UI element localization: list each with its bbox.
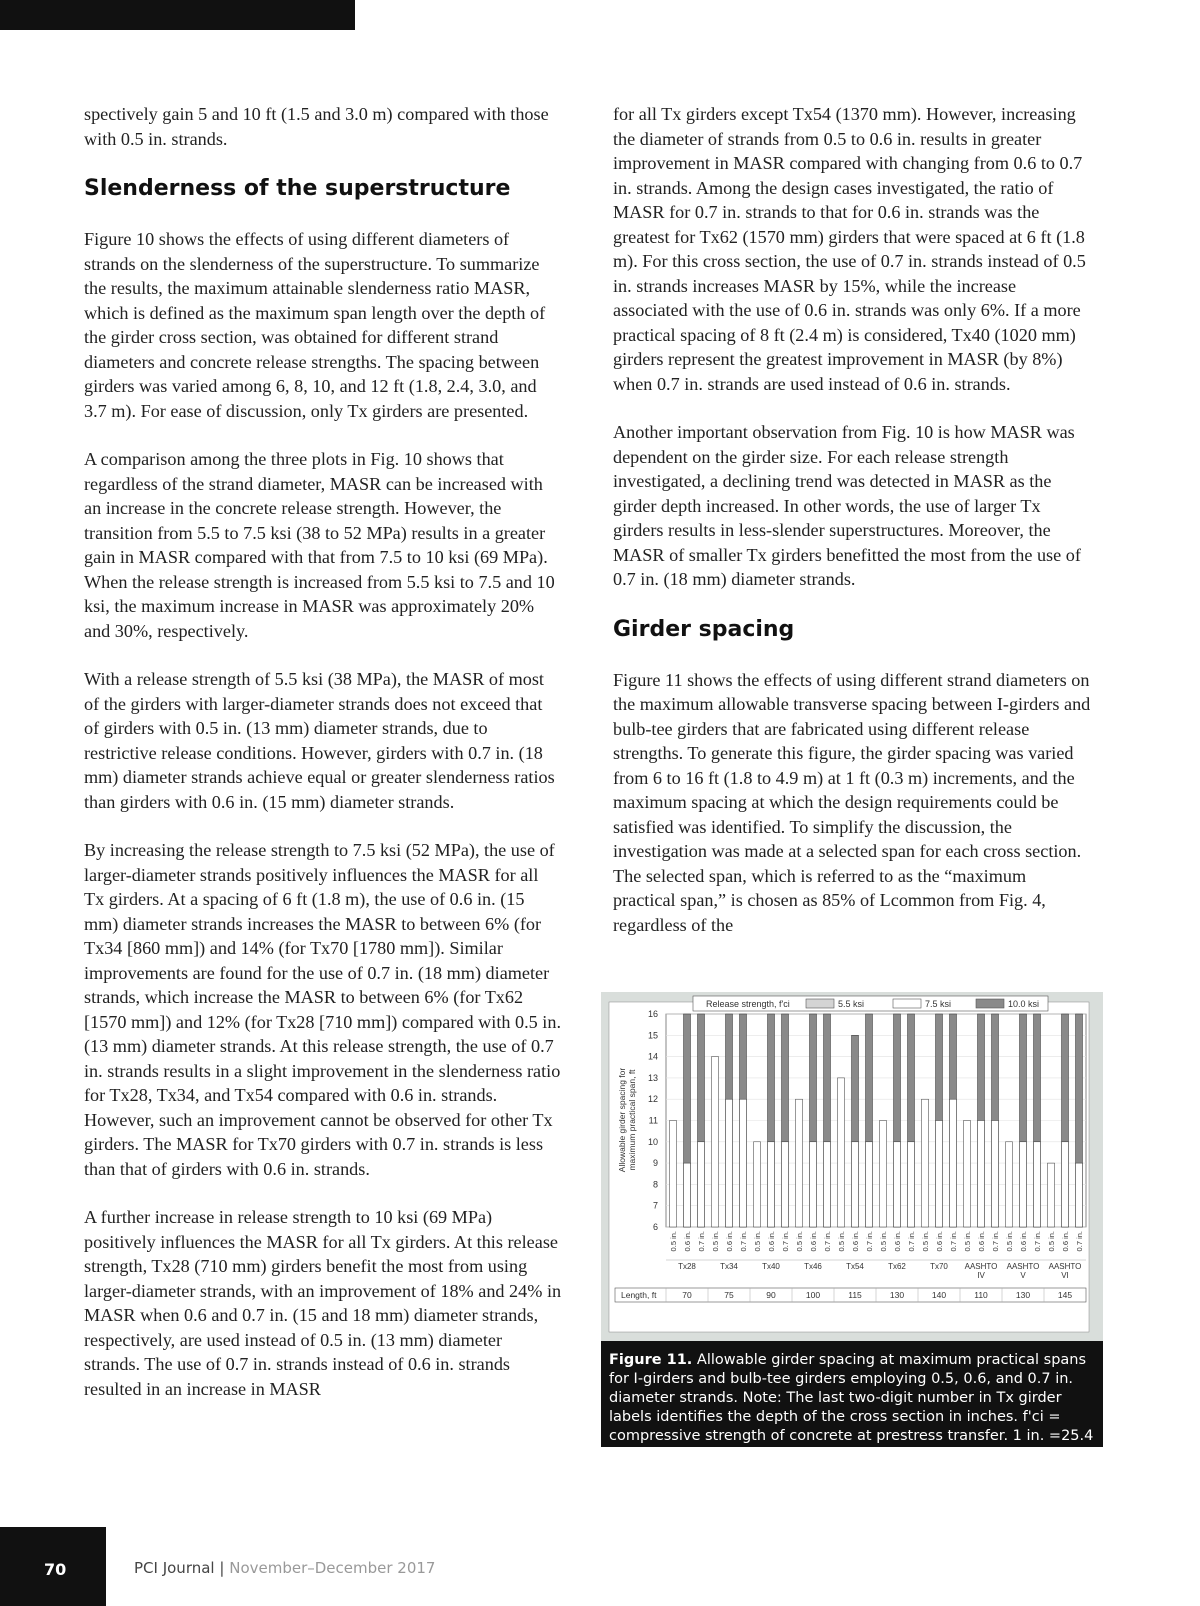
girder-label: Tx28 bbox=[678, 1262, 696, 1271]
strand-label: 0.6 in. bbox=[893, 1231, 902, 1252]
strand-label: 0.7 in. bbox=[739, 1231, 748, 1252]
y-axis-label: Allowable girder spacing formaximum practical span, ft bbox=[617, 1067, 637, 1173]
strand-label: 0.7 in. bbox=[907, 1231, 916, 1252]
length-value: 100 bbox=[805, 1290, 821, 1300]
strand-label: 0.6 in. bbox=[1019, 1231, 1028, 1252]
legend-label: 7.5 ksi bbox=[925, 999, 952, 1009]
girder-label: Tx46 bbox=[804, 1262, 822, 1271]
strand-label: 0.5 in. bbox=[879, 1231, 888, 1252]
bar-7-5ksi bbox=[754, 1142, 761, 1227]
legend-label: 5.5 ksi bbox=[838, 999, 865, 1009]
length-value: 130 bbox=[1015, 1290, 1031, 1300]
strand-label: 0.6 in. bbox=[851, 1231, 860, 1252]
bar-7-5ksi bbox=[1020, 1142, 1027, 1227]
length-value: 90 bbox=[766, 1290, 776, 1300]
strand-label: 0.7 in. bbox=[949, 1231, 958, 1252]
legend-title: Release strength, f'ci bbox=[706, 999, 790, 1009]
strand-label: 0.5 in. bbox=[711, 1231, 720, 1252]
bar-7-5ksi bbox=[782, 1142, 789, 1227]
body-paragraph: Another important observation from Fig. 10 is how MASR was dependent on the girder size. For each release strength investigated, a declining trend was detected in MASR as the girder depth increased. In other words, the use of larger Tx girders results in less-slender superstructures. Moreover, the MASR of smaller Tx girders benefitted the most from the use of 0.7 in. (18 mm) diameter strands. bbox=[613, 422, 1081, 589]
girder-label: Tx34 bbox=[720, 1262, 738, 1271]
journal-name: PCI Journal bbox=[134, 1559, 215, 1577]
y-tick-label: 9 bbox=[652, 1158, 658, 1169]
bar-7-5ksi bbox=[880, 1121, 887, 1228]
length-value: 140 bbox=[931, 1290, 947, 1300]
right-column bbox=[613, 102, 1091, 961]
strand-label: 0.6 in. bbox=[725, 1231, 734, 1252]
girder-label: AASHTO IV bbox=[964, 1262, 998, 1280]
y-tick-label: 14 bbox=[647, 1051, 658, 1062]
strand-label: 0.5 in. bbox=[795, 1231, 804, 1252]
bar-7-5ksi bbox=[698, 1142, 705, 1227]
figure-11-panel bbox=[601, 992, 1103, 1341]
bar-7-5ksi bbox=[824, 1142, 831, 1227]
bar-7-5ksi bbox=[1034, 1142, 1041, 1227]
bar-7-5ksi bbox=[992, 1121, 999, 1228]
legend-swatch bbox=[893, 999, 921, 1008]
y-tick-label: 12 bbox=[647, 1094, 658, 1105]
strand-label: 0.7 in. bbox=[991, 1231, 1000, 1252]
bar-7-5ksi bbox=[908, 1142, 915, 1227]
strand-label: 0.6 in. bbox=[767, 1231, 776, 1252]
legend-swatch bbox=[806, 999, 834, 1008]
strand-label: 0.5 in. bbox=[963, 1231, 972, 1252]
length-value: 110 bbox=[974, 1290, 988, 1300]
length-row-label: Length, ft bbox=[621, 1290, 657, 1300]
strand-label: 0.7 in. bbox=[1075, 1231, 1084, 1252]
left-column bbox=[84, 102, 562, 1425]
y-tick-label: 15 bbox=[647, 1030, 658, 1041]
bar-7-5ksi bbox=[796, 1099, 803, 1227]
bar-7-5ksi bbox=[978, 1121, 985, 1228]
bar-7-5ksi bbox=[670, 1121, 677, 1228]
bar-7-5ksi bbox=[1076, 1163, 1083, 1227]
section-heading: Slenderness of the superstructure bbox=[84, 176, 511, 201]
y-tick-label: 7 bbox=[652, 1200, 658, 1211]
legend-label: 10.0 ksi bbox=[1008, 999, 1040, 1009]
bar-7-5ksi bbox=[768, 1142, 775, 1227]
strand-label: 0.5 in. bbox=[1047, 1231, 1056, 1252]
bar-7-5ksi bbox=[964, 1121, 971, 1228]
bar-7-5ksi bbox=[894, 1142, 901, 1227]
section-heading: Girder spacing bbox=[613, 616, 795, 642]
bar-7-5ksi bbox=[740, 1099, 747, 1227]
length-value: 145 bbox=[1057, 1290, 1073, 1300]
length-value: 130 bbox=[889, 1290, 905, 1300]
strand-label: 0.6 in. bbox=[683, 1231, 692, 1252]
girder-label: Tx62 bbox=[888, 1262, 906, 1271]
girder-label: AASHTO V bbox=[1006, 1262, 1040, 1280]
bar-7-5ksi bbox=[712, 1057, 719, 1227]
strand-label: 0.7 in. bbox=[781, 1231, 790, 1252]
bar-7-5ksi bbox=[810, 1142, 817, 1227]
length-value: 70 bbox=[682, 1290, 692, 1300]
figure-caption bbox=[601, 1341, 1103, 1463]
bar-7-5ksi bbox=[1048, 1163, 1055, 1227]
girder-label: Tx54 bbox=[846, 1262, 864, 1271]
body-paragraph: for all Tx girders except Tx54 (1370 mm). However, increasing the diameter of strands from 0.5 to 0.6 in. results in greater improvement in MASR compared with changing from 0.6 to 0.7 in. strands. Among the design cases investigated, the ratio of MASR for 0.7 in. strands to that for 0.6 in. strands was the greatest for Tx62 (1570 mm) girders that were spaced at 6 ft (1.8 m). For this cross section, the use of 0.7 in. strands instead of 0.5 in. strands increases MASR by 15%, while the increase associated with the use of 0.6 in. strands was only 6%. If a more practical spacing of 8 ft (2.4 m) is considered, Tx40 (1020 mm) girders represent the greatest improvement in MASR (by 8%) when 0.7 in. strands are used instead of 0.6 in. strands. bbox=[613, 104, 1086, 394]
figure-caption-text: Allowable girder spacing at maximum practical spans for I-girders and bulb-tee girders employing 0.5, 0.6, and 0.7 in. diameter strands. Note: The last two-digit number in Tx girder labels identifies the depth of the cross section in inches. f'ci = compressive strength of concrete at prestress transfer. 1 in. =25.4 mm; 1 ft = 0.305 m; 1 ksi = 6.895 MPa. bbox=[609, 1352, 1094, 1463]
body-paragraph: A further increase in release strength to 10 ksi (69 MPa) positively influences the MASR for all Tx girders. At this release strength, Tx28 (710 mm) girders benefit the most from using larger-diameter strands, with an improvement of 18% and 24% in MASR when 0.6 and 0.7 in. (15 and 18 mm) diameter strands, respectively, are used instead of 0.5 in. (13 mm) diameter strands. The use of 0.7 in. strands instead of 0.6 in. strands resulted in an increase in MASR bbox=[84, 1207, 562, 1399]
girder-label: Tx70 bbox=[930, 1262, 948, 1271]
strand-label: 0.7 in. bbox=[697, 1231, 706, 1252]
footer-separator: | bbox=[219, 1559, 225, 1577]
y-tick-label: 13 bbox=[647, 1072, 658, 1083]
girder-label: Tx40 bbox=[762, 1262, 780, 1271]
figure-11-chart bbox=[601, 992, 1103, 1341]
bar-7-5ksi bbox=[1062, 1142, 1069, 1227]
bar-7-5ksi bbox=[852, 1142, 859, 1227]
y-tick-label: 8 bbox=[652, 1179, 658, 1190]
body-paragraph: With a release strength of 5.5 ksi (38 MPa), the MASR of most of the girders with larger-diameter strands does not exceed that of girders with 0.5 in. (13 mm) diameter strands, due to restrictive release conditions. However, girders with 0.7 in. (18 mm) diameter strands achieve equal or greater slenderness ratios than girders with 0.6 in. (15 mm) diameter strands. bbox=[84, 669, 555, 812]
bar-7-5ksi bbox=[1006, 1142, 1013, 1227]
strand-label: 0.5 in. bbox=[753, 1231, 762, 1252]
issue-date: November–December 2017 bbox=[229, 1559, 436, 1577]
strand-label: 0.6 in. bbox=[1061, 1231, 1070, 1252]
strand-label: 0.6 in. bbox=[977, 1231, 986, 1252]
bar-7-5ksi bbox=[838, 1078, 845, 1227]
y-tick-label: 11 bbox=[648, 1115, 658, 1126]
header-bar bbox=[0, 0, 355, 30]
y-tick-label: 10 bbox=[647, 1136, 658, 1147]
y-tick-label: 16 bbox=[647, 1009, 658, 1019]
length-value: 115 bbox=[848, 1290, 862, 1300]
figure-label: Figure 11. bbox=[609, 1352, 693, 1368]
strand-label: 0.5 in. bbox=[837, 1231, 846, 1252]
legend-swatch bbox=[976, 999, 1004, 1008]
bar-7-5ksi bbox=[684, 1163, 691, 1227]
strand-label: 0.7 in. bbox=[1033, 1231, 1042, 1252]
bar-7-5ksi bbox=[866, 1142, 873, 1227]
bar-7-5ksi bbox=[936, 1121, 943, 1228]
body-paragraph: A comparison among the three plots in Fig. 10 shows that regardless of the strand diameter, MASR can be increased with an increase in the concrete release strength. However, the transition from 5.5 to 7.5 ksi (38 to 52 MPa) results in a greater gain in MASR compared with that from 7.5 to 10 ksi (69 MPa). When the release strength is increased from 5.5 ksi to 7.5 and 10 ksi, the maximum increase in MASR was approximately 20% and 30%, respectively. bbox=[84, 449, 555, 641]
body-paragraph: spectively gain 5 and 10 ft (1.5 and 3.0 m) compared with those with 0.5 in. strands. bbox=[84, 104, 549, 149]
footer-journal bbox=[134, 1559, 435, 1577]
strand-label: 0.5 in. bbox=[921, 1231, 930, 1252]
bar-7-5ksi bbox=[950, 1099, 957, 1227]
body-paragraph: Figure 11 shows the effects of using different strand diameters on the maximum allowable transverse spacing between I-girders and bulb-tee girders that are fabricated using different release strengths. To generate this figure, the girder spacing was varied from 6 to 16 ft (1.8 to 4.9 m) at 1 ft (0.3 m) increments, and the maximum spacing at which the design requirements could be satisfied was identified. To simplify the discussion, the investigation was made at a selected span for each cross section. The selected span, which is referred to as the “maximum practical span,” is chosen as 85% of Lcommon from Fig. 4, regardless of the bbox=[613, 669, 1091, 935]
strand-label: 0.7 in. bbox=[823, 1231, 832, 1252]
body-paragraph: Figure 10 shows the effects of using different diameters of strands on the slenderness of the superstructure. To summarize the results, the maximum attainable slenderness ratio MASR, which is defined as the maximum span length over the depth of the girder cross section, was obtained for different strand diameters and concrete release strengths. The spacing between girders was varied among 6, 8, 10, and 12 ft (1.8, 2.4, 3.0, and 3.7 m). For ease of discussion, only Tx girders are presented. bbox=[84, 229, 546, 421]
bar-7-5ksi bbox=[726, 1099, 733, 1227]
length-value: 75 bbox=[724, 1290, 734, 1300]
girder-label: AASHTO VI bbox=[1048, 1262, 1082, 1280]
strand-label: 0.7 in. bbox=[865, 1231, 874, 1252]
strand-label: 0.5 in. bbox=[1005, 1231, 1014, 1252]
y-tick-label: 6 bbox=[652, 1222, 658, 1232]
strand-label: 0.6 in. bbox=[935, 1231, 944, 1252]
page-number: 70 bbox=[44, 1560, 67, 1579]
strand-label: 0.5 in. bbox=[669, 1231, 678, 1252]
bar-7-5ksi bbox=[922, 1099, 929, 1227]
body-paragraph: By increasing the release strength to 7.5 ksi (52 MPa), the use of larger-diameter strands positively influences the MASR for all Tx girders. At a spacing of 6 ft (1.8 m), the use of 0.6 in. (15 mm) diameter strands increases the MASR to between 6% (for Tx34 [860 mm]) and 14% (for Tx70 [1780 mm]). Similar improvements are found for the use of 0.7 in. (18 mm) diameter strands, which increase the MASR to between 6% (for Tx62 [1570 mm]) and 12% (for Tx28 [710 mm]) compared with 0.5 in. (13 mm) diameter strands. At this release strength, the use of 0.7 in. strands results in a slight improvement in the slenderness ratio for Tx28, Tx34, and Tx54 compared with 0.6 in. strands. However, such an improvement cannot be observed for other Tx girders. The MASR for Tx70 girders with 0.7 in. strands is less than that of girders with 0.6 in. strands. bbox=[84, 840, 561, 1179]
strand-label: 0.6 in. bbox=[809, 1231, 818, 1252]
